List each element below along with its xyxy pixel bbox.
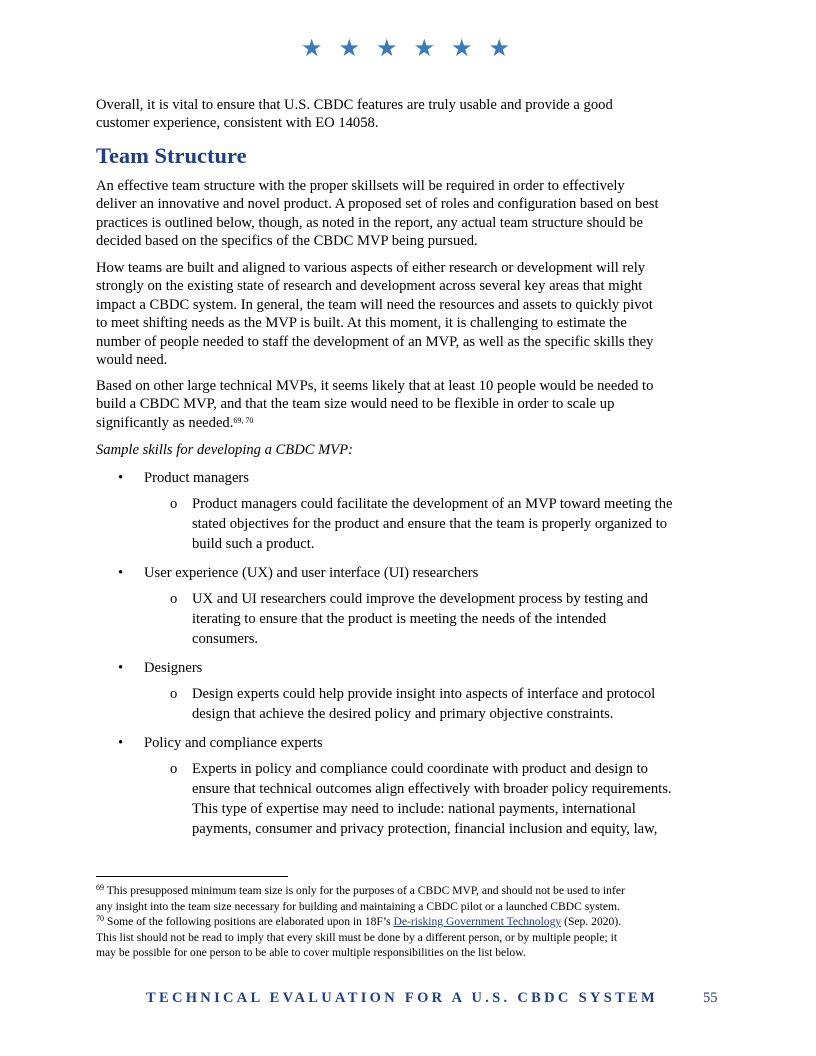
footer-title: TECHNICAL EVALUATION FOR A U.S. CBDC SYSTEM <box>146 990 658 1006</box>
text-line: This list should not be read to imply that every skill must be done by a different person, or by multiple people; it <box>96 930 618 944</box>
sub-bullet-icon: o <box>170 761 178 777</box>
stars-decoration: ★ ★ ★ ★ ★ ★ <box>300 36 516 62</box>
bullet-icon: • <box>118 735 124 751</box>
text-line <box>96 414 653 432</box>
text-line: to meet shifting needs as the MVP is built. At this moment, it is challenging to estimate the <box>96 315 627 332</box>
bullet-label: User experience (UX) and user interface (UI) researchers <box>144 565 479 581</box>
text-segment: This presupposed minimum team size is only for the purposes of a CBDC MVP, and should not be used to infer <box>106 884 625 897</box>
text-line: impact a CBDC system. In general, the team will need the resources and assets to quickly pivot <box>96 296 653 313</box>
footnote-divider <box>96 876 288 877</box>
text-line: payments, consumer and privacy protection, financial inclusion and equity, law, <box>192 821 658 837</box>
paragraph-1 <box>96 177 659 251</box>
text-segment: (Sep. 2020). <box>561 915 622 929</box>
bullet-label: Designers <box>144 660 203 676</box>
text-line: Experts in policy and compliance could coordinate with product and design to <box>192 761 648 777</box>
bullet-label: Product managers <box>144 470 249 486</box>
text-segment: significantly as needed. <box>96 414 234 431</box>
footnotes <box>96 883 625 961</box>
sub-bullet-icon: o <box>170 686 178 702</box>
sub-bullet-icon: o <box>170 591 178 607</box>
text-line: consumers. <box>192 631 259 647</box>
bullet-icon: • <box>118 660 124 676</box>
text-line: may be possible for one person to be able to cover multiple responsibilities on the list below. <box>96 946 526 960</box>
text-line: strongly on the existing state of research and development across several key areas that might <box>96 278 643 295</box>
text-line: Design experts could help provide insight into aspects of interface and protocol <box>192 686 656 702</box>
text-line: stated objectives for the product and ensure that the team is properly organized to <box>192 516 668 532</box>
footnote-number: 70 <box>96 914 104 924</box>
text-line: would need. <box>96 352 168 369</box>
intro-paragraph <box>96 96 613 133</box>
footnote-69 <box>96 883 625 899</box>
text-line: How teams are built and aligned to various aspects of either research or development will rely <box>96 260 646 276</box>
text-line: build a CBDC MVP, and that the team size would need to be flexible in order to scale up <box>96 396 615 413</box>
footnote-70 <box>96 914 625 930</box>
page-number: 55 <box>703 990 718 1006</box>
text-line: ensure that technical outcomes align effectively with broader policy requirements. <box>192 781 672 797</box>
text-line: build such a product. <box>192 536 315 552</box>
text-line: Product managers could facilitate the development of an MVP toward meeting the <box>192 496 673 512</box>
derisking-link[interactable]: De-risking Government Technology <box>393 915 562 929</box>
paragraph-3 <box>96 377 653 432</box>
text-line: practices is outlined below, though, as noted in the report, any actual team structure should be <box>96 214 643 231</box>
text-segment: Some of the following positions are elaborated upon in 18F’s <box>106 915 394 929</box>
footnote-ref[interactable]: 69, 70 <box>233 415 254 425</box>
list-intro: Sample skills for developing a CBDC MVP: <box>96 442 353 458</box>
bullet-icon: • <box>118 565 124 581</box>
text-line: Overall, it is vital to ensure that U.S. CBDC features are truly usable and provide a good <box>96 97 613 113</box>
paragraph-2 <box>96 259 653 369</box>
text-line: decided based on the specifics of the CBDC MVP being pursued. <box>96 233 478 250</box>
footnote-number: 69 <box>96 883 104 892</box>
section-heading: Team Structure <box>96 143 247 168</box>
text-line: UX and UI researchers could improve the development process by testing and <box>192 591 648 607</box>
text-line: deliver an innovative and novel product. A proposed set of roles and configuration based on best <box>96 196 659 213</box>
text-line: customer experience, consistent with EO 14058. <box>96 115 379 132</box>
text-line: An effective team structure with the proper skillsets will be required in order to effectively <box>96 178 625 194</box>
text-line: Based on other large technical MVPs, it seems likely that at least 10 people would be needed to <box>96 378 654 394</box>
text-line: number of people needed to staff the development of an MVP, as well as the specific skills they <box>96 333 654 350</box>
bullet-label: Policy and compliance experts <box>144 735 323 751</box>
text-line: design that achieve the desired policy and primary objective constraints. <box>192 706 614 722</box>
text-line: any insight into the team size necessary for building and maintaining a CBDC pilot or a launched CBDC system. <box>96 899 620 913</box>
text-line: iterating to ensure that the product is meeting the needs of the intended <box>192 611 607 627</box>
bullet-icon: • <box>118 470 124 486</box>
sub-bullet-icon: o <box>170 496 178 512</box>
text-line: This type of expertise may need to include: national payments, international <box>192 801 636 817</box>
